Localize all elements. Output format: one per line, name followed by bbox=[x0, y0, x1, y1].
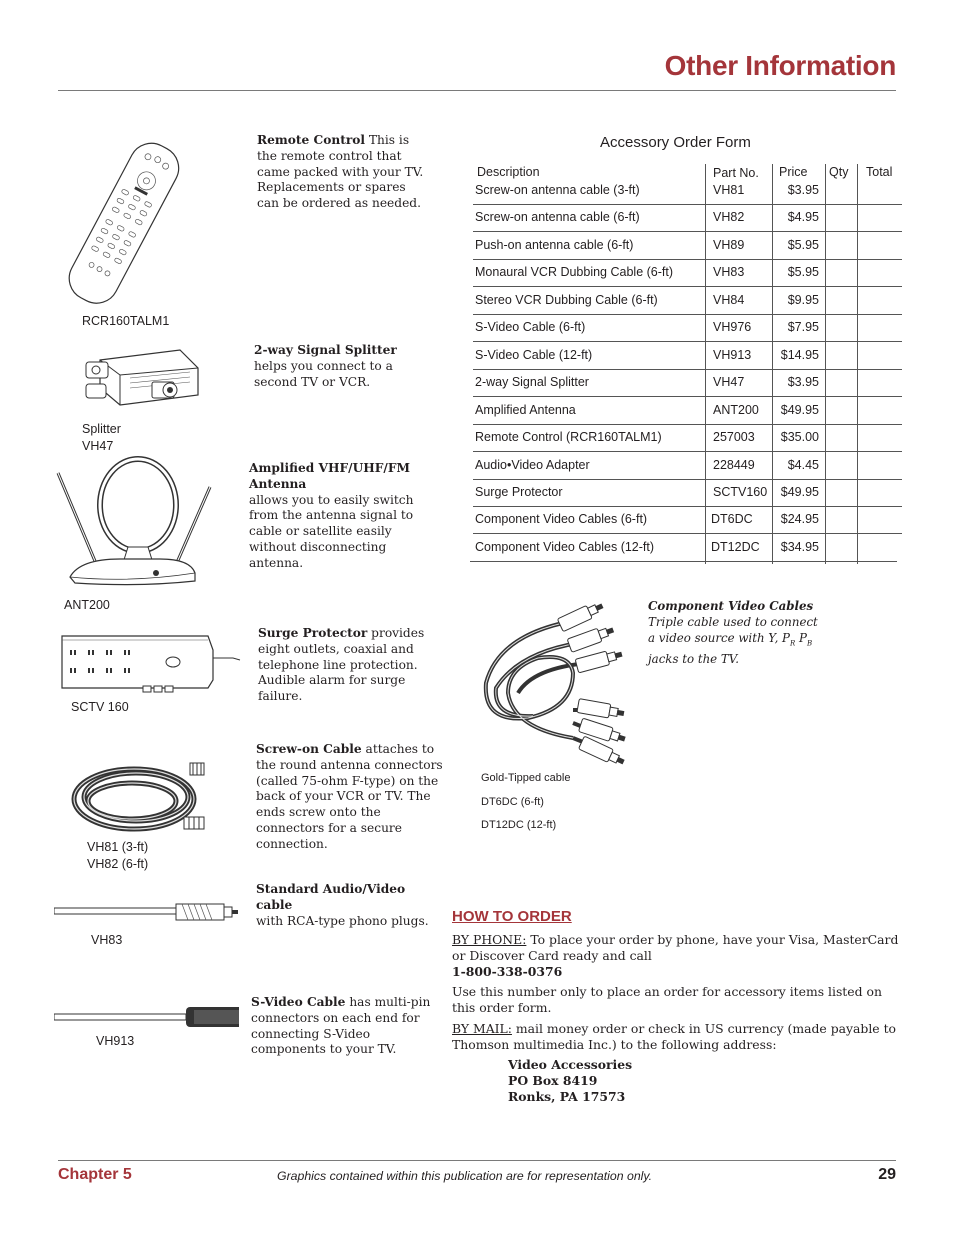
order-row-description: S-Video Cable (6-ft) bbox=[475, 320, 586, 335]
order-row-price: $7.95 bbox=[787, 320, 819, 335]
component-cables-description bbox=[648, 598, 818, 667]
surge-protector-text: provides eight outlets, coaxial and telephone line protection. Audible alarm for surge failure. bbox=[258, 626, 425, 704]
splitter-text: helps you connect to a second TV or VCR. bbox=[254, 358, 393, 389]
order-row-price: $34.95 bbox=[780, 539, 819, 554]
antenna-description bbox=[249, 461, 439, 572]
order-table-row bbox=[470, 313, 902, 340]
how-to-order-heading: HOW TO ORDER bbox=[452, 908, 572, 925]
order-row-part: ANT200 bbox=[713, 402, 759, 417]
by-mail-paragraph bbox=[452, 1021, 902, 1053]
s-video-cable-text: has multi-pin connectors on each end for connecting S-Video components to your TV. bbox=[251, 995, 431, 1057]
order-row-price: $9.95 bbox=[787, 292, 819, 307]
order-row-description: Push-on antenna cable (6-ft) bbox=[475, 237, 634, 252]
col-header-price: Price bbox=[779, 165, 808, 179]
antenna-caption: ANT200 bbox=[64, 598, 110, 612]
av-cable-name: Standard Audio/Video cable bbox=[256, 882, 406, 912]
splitter-caption-line1: Splitter bbox=[82, 422, 121, 436]
footer-rule bbox=[58, 1160, 896, 1161]
component-cable-illustration bbox=[478, 598, 638, 773]
order-row-description: Component Video Cables (6-ft) bbox=[475, 512, 648, 527]
order-row-part: 257003 bbox=[713, 430, 755, 445]
screw-on-cable-illustration bbox=[62, 755, 212, 840]
order-row-price: $35.00 bbox=[780, 430, 819, 445]
s-video-cable-description bbox=[251, 995, 441, 1058]
order-row-description: Amplified Antenna bbox=[475, 402, 576, 417]
order-row-price: $49.95 bbox=[780, 484, 819, 499]
screw-on-cable-name: Screw-on Cable bbox=[256, 742, 362, 756]
order-row-part: SCTV160 bbox=[713, 484, 768, 499]
order-table-row bbox=[470, 203, 902, 230]
header-rule bbox=[58, 90, 896, 91]
page-title: Other Information bbox=[664, 50, 896, 81]
remote-control-illustration bbox=[58, 135, 188, 310]
order-row-part: VH84 bbox=[713, 292, 745, 307]
footer-note: Graphics contained within this publication are for representation only. bbox=[277, 1169, 653, 1183]
order-table-row bbox=[470, 368, 902, 395]
screw-on-cable-text: attaches to the round antenna connectors (called 75-ohm F-type) on the back of your VCR or TV. The ends screw onto the connectors for a secure connection. bbox=[256, 742, 443, 851]
remote-control-text: This is the remote control that came packed with your TV. Replacements or spares can be ordered as needed. bbox=[257, 133, 424, 211]
col-header-description: Description bbox=[477, 165, 540, 179]
order-table-row bbox=[470, 533, 902, 560]
by-mail-label: BY MAIL: bbox=[452, 1021, 512, 1036]
col-header-part: Part No. bbox=[713, 166, 759, 180]
signal-splitter-illustration bbox=[80, 340, 210, 415]
remote-control-name: Remote Control bbox=[257, 133, 366, 147]
order-row-part: DT6DC bbox=[711, 512, 753, 527]
by-phone-text: To place your order by phone, have your Visa, MasterCard or Discover Card ready and call bbox=[452, 932, 899, 963]
col-header-total: Total bbox=[866, 165, 893, 179]
by-phone-paragraph bbox=[452, 932, 902, 979]
antenna-illustration bbox=[50, 455, 225, 590]
order-row-description: Monaural VCR Dubbing Cable (6-ft) bbox=[475, 265, 674, 280]
col-header-qty: Qty bbox=[829, 165, 849, 179]
order-table-row bbox=[470, 478, 902, 505]
order-row-description: Component Video Cables (12-ft) bbox=[475, 539, 655, 554]
order-row-part: VH913 bbox=[713, 347, 752, 362]
order-row-price: $3.95 bbox=[787, 375, 819, 390]
splitter-name: 2-way Signal Splitter bbox=[254, 343, 397, 357]
component-caption-line2: DT6DC (6-ft) bbox=[481, 796, 544, 808]
screw-on-cable-caption-line2: VH82 (6-ft) bbox=[87, 857, 149, 871]
surge-protector-name: Surge Protector bbox=[258, 626, 368, 640]
order-row-description: 2-way Signal Splitter bbox=[475, 375, 589, 390]
order-form-title: Accessory Order Form bbox=[600, 134, 751, 151]
order-row-price: $49.95 bbox=[780, 402, 819, 417]
av-cable-description bbox=[256, 882, 436, 929]
component-caption-line1: Gold-Tipped cable bbox=[481, 772, 571, 784]
order-row-part: VH81 bbox=[713, 183, 745, 197]
order-table-row bbox=[470, 258, 902, 285]
table-row-divider bbox=[470, 561, 897, 562]
address-line: PO Box 8419 bbox=[508, 1072, 598, 1088]
screw-on-cable-caption-line1: VH81 (3-ft) bbox=[87, 840, 149, 854]
splitter-caption-line2: VH47 bbox=[82, 439, 114, 453]
order-row-part: VH976 bbox=[713, 320, 752, 335]
s-video-cable-name: S-Video Cable bbox=[251, 995, 346, 1009]
order-row-description: Audio•Video Adapter bbox=[475, 457, 590, 472]
by-mail-text: mail money order or check in US currency (made payable to Thomson multimedia Inc.) to the following address: bbox=[452, 1021, 897, 1052]
order-row-description: Stereo VCR Dubbing Cable (6-ft) bbox=[475, 292, 658, 307]
surge-protector-caption: SCTV 160 bbox=[71, 700, 129, 714]
screw-on-cable-description bbox=[256, 742, 446, 853]
order-row-price: $5.95 bbox=[787, 265, 819, 280]
sub-r: R bbox=[790, 639, 796, 648]
antenna-text: allows you to easily switch from the antenna signal to cable or satellite easily without disconnecting antenna. bbox=[249, 492, 414, 570]
order-table-row bbox=[470, 231, 902, 258]
order-row-part: 228449 bbox=[713, 457, 755, 472]
order-row-price: $4.45 bbox=[787, 457, 819, 472]
component-cables-line3: jacks to the TV. bbox=[648, 652, 739, 667]
order-table-row bbox=[470, 396, 902, 423]
remote-control-description bbox=[257, 133, 427, 212]
av-cable-illustration bbox=[54, 898, 239, 926]
splitter-description bbox=[254, 343, 429, 390]
s-video-cable-illustration bbox=[54, 1002, 239, 1032]
order-table-row bbox=[470, 286, 902, 313]
sub-b: B bbox=[806, 639, 813, 648]
order-row-price: $4.95 bbox=[787, 210, 819, 225]
remote-control-caption: RCR160TALM1 bbox=[82, 314, 170, 328]
mailing-address bbox=[508, 1057, 632, 1104]
order-row-description: Remote Control (RCR160TALM1) bbox=[475, 430, 662, 445]
order-row-description: S-Video Cable (12-ft) bbox=[475, 347, 593, 362]
order-row-description: Screw-on antenna cable (3-ft) bbox=[475, 183, 640, 197]
surge-protector-illustration bbox=[58, 630, 243, 695]
order-table-row bbox=[470, 451, 902, 478]
order-row-price: $14.95 bbox=[780, 347, 819, 362]
component-caption-line3: DT12DC (12-ft) bbox=[481, 819, 557, 831]
phone-number: 1-800-338-0376 bbox=[452, 963, 563, 979]
order-row-description: Screw-on antenna cable (6-ft) bbox=[475, 210, 640, 225]
order-row-part: VH83 bbox=[713, 265, 745, 280]
page-number: 29 bbox=[878, 1166, 896, 1183]
av-cable-text: with RCA-type phono plugs. bbox=[256, 913, 429, 928]
order-row-price: $24.95 bbox=[780, 512, 819, 527]
by-phone-label: BY PHONE: bbox=[452, 932, 527, 947]
address-line: Ronks, PA 17573 bbox=[508, 1088, 626, 1104]
order-row-description: Surge Protector bbox=[475, 484, 563, 499]
order-table-row bbox=[470, 423, 902, 450]
order-row-price: $5.95 bbox=[787, 237, 819, 252]
component-cables-title: Component Video Cables bbox=[648, 599, 814, 613]
component-cables-line2: a video source with Y, P bbox=[648, 631, 791, 645]
surge-protector-description bbox=[258, 626, 448, 705]
order-table-row bbox=[470, 341, 902, 368]
order-row-part: VH89 bbox=[713, 237, 745, 252]
order-row-price: $3.95 bbox=[787, 183, 819, 197]
footer-chapter: Chapter 5 bbox=[58, 1166, 132, 1183]
address-line: Video Accessories bbox=[508, 1057, 633, 1072]
order-row-part: VH82 bbox=[713, 210, 745, 225]
component-cables-p: P bbox=[795, 631, 807, 645]
s-video-cable-caption: VH913 bbox=[96, 1034, 135, 1048]
order-table-row bbox=[470, 176, 902, 203]
order-row-part: VH47 bbox=[713, 375, 745, 390]
component-cables-line1: Triple cable used to connect bbox=[648, 615, 818, 629]
order-note: Use this number only to place an order for accessory items listed on this order form. bbox=[452, 984, 882, 1015]
antenna-name: Amplified VHF/UHF/FM Antenna bbox=[249, 461, 410, 491]
order-row-part: DT12DC bbox=[711, 539, 760, 554]
order-table-row bbox=[470, 505, 902, 532]
av-cable-caption: VH83 bbox=[91, 933, 123, 947]
